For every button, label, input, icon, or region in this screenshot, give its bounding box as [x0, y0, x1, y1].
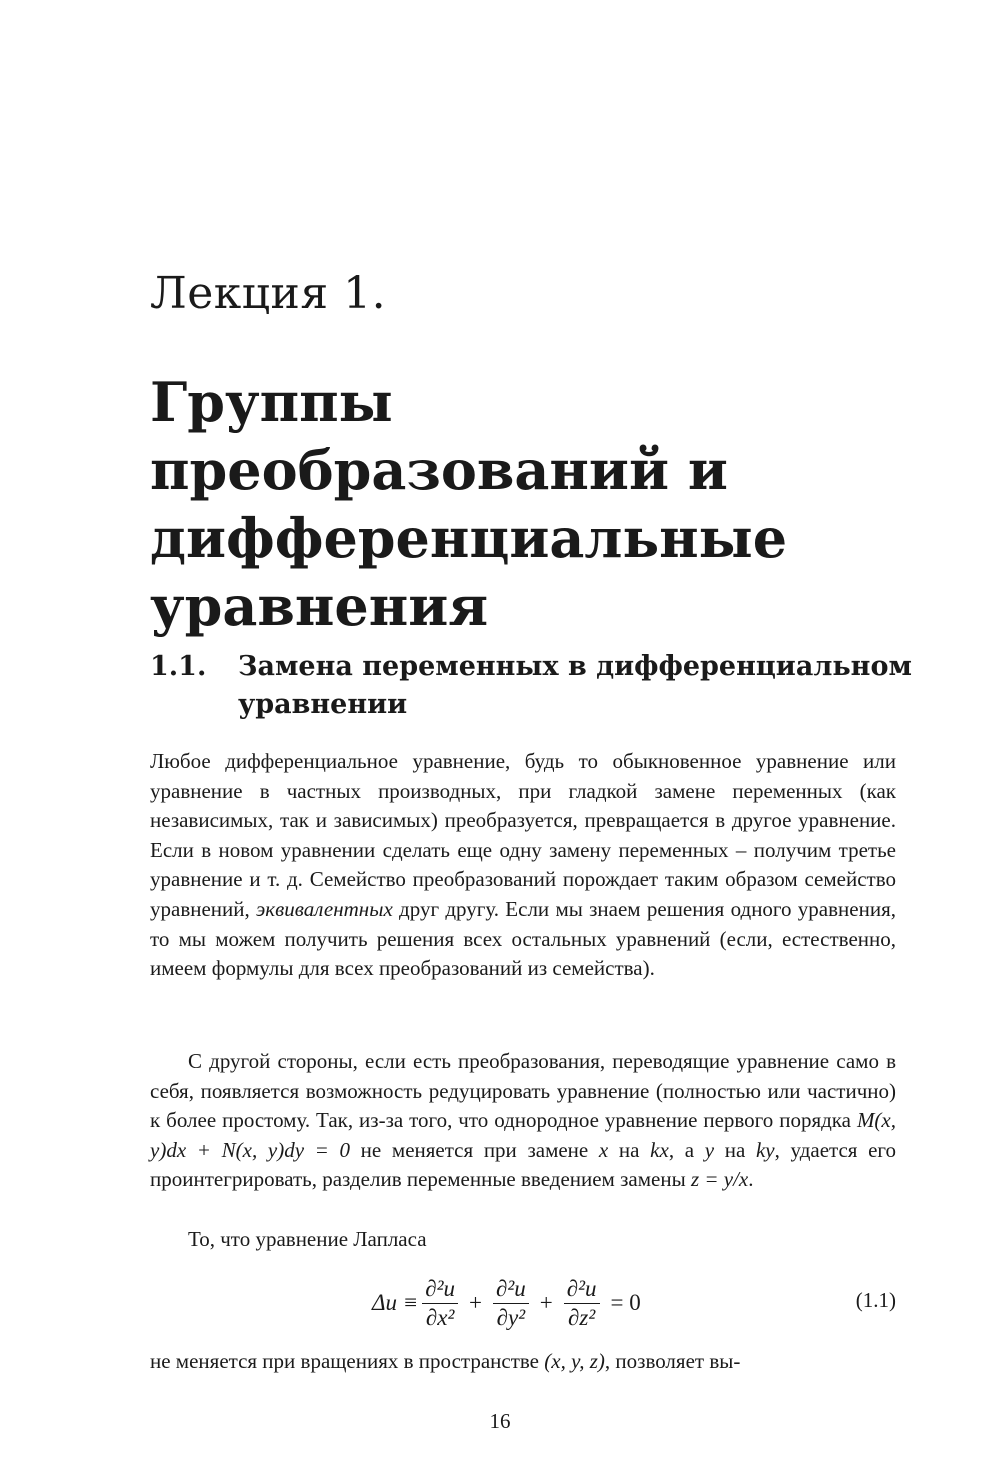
paragraph-2	[150, 1047, 896, 1195]
fraction-x	[422, 1275, 458, 1332]
paragraph-4-text-a: не меняется при вращениях в пространстве	[150, 1349, 545, 1373]
paragraph-1	[150, 747, 896, 984]
page-number: 16	[489, 1409, 511, 1433]
equation-body	[372, 1268, 648, 1338]
math-kx: kx	[650, 1137, 669, 1162]
fraction-z-numerator: ∂²u	[566, 1275, 597, 1301]
equation-number: (1.1)	[855, 1288, 896, 1312]
laplace-equation	[150, 1268, 896, 1338]
emphasis-equivalent: эквивалентных	[256, 896, 393, 921]
paragraph-2-text-f: , удается его проинтегрировать, разделив переменные введением замены	[150, 1137, 897, 1192]
paragraph-3: То, что уравнение Лапласа	[188, 1227, 427, 1251]
chapter-title: Группы преобразований и дифференциальные уравнения	[150, 370, 788, 638]
fraction-x-numerator: ∂²u	[425, 1275, 456, 1301]
section-title: Замена переменных в дифференциальном уравнении	[238, 651, 912, 720]
lecture-label: Лекция 1.	[150, 268, 387, 319]
paragraph-2-text-c: на	[608, 1137, 651, 1162]
fraction-z	[564, 1275, 600, 1332]
fraction-y-denominator: ∂y²	[496, 1304, 526, 1330]
paragraph-1-text-a: Любое дифференциальное уравнение, будь то обыкновенное уравнение или уравнение в частных производных, при гладкой замене переменных (как независимых, так и зависимых) преобразуется, превращается в другое уравнение. Если в новом уравнении сделать еще одну замену переменных – получим третье уравнение и т. д. Семейство преобразований порождает таким образом семейство уравнений,	[150, 749, 896, 921]
section-number: 1.1.	[150, 651, 207, 682]
fraction-y-numerator: ∂²u	[496, 1275, 526, 1301]
paragraph-2-text-e: на	[714, 1137, 756, 1162]
math-ky: ky	[755, 1137, 775, 1162]
paragraph-2-text-g: .	[748, 1167, 754, 1192]
paragraph-1-text-b: друг другу. Если мы знаем решения одного уравнения, то мы можем получить решения всех остальных уравнений (если, естественно, имеем формулы для всех преобразований из семейства).	[150, 896, 896, 981]
paragraph-4-text-b: , позволяет вы-	[604, 1349, 741, 1373]
math-homogeneous-eq: M(x, y)dx + N(x, y)dy = 0	[150, 1108, 896, 1162]
fraction-y	[493, 1275, 529, 1332]
plus-sign: +	[539, 1290, 553, 1315]
paragraph-4	[150, 1347, 896, 1377]
fraction-z-denominator: ∂z²	[568, 1304, 596, 1330]
paragraph-2-text-a: С другой стороны, если есть преобразования, переводящие уравнение само в себя, появляется возможность редуцировать уравнение (полностью или частично) к более простому. Так, из-за того, что однородное уравнение первого порядка	[150, 1049, 896, 1133]
math-substitution: z = y/x	[690, 1167, 749, 1192]
math-xyz: (x, y, z)	[544, 1349, 605, 1373]
plus-sign: +	[469, 1290, 483, 1315]
paragraph-2-text-d: , а	[668, 1137, 705, 1162]
math-x: x	[598, 1137, 609, 1162]
paragraph-2-text-b: не меняется при замене	[350, 1137, 599, 1162]
fraction-x-denominator: ∂x²	[425, 1304, 455, 1330]
equation-lhs: Δu ≡	[372, 1290, 419, 1315]
equation-rhs: = 0	[610, 1290, 641, 1315]
math-y: y	[704, 1137, 715, 1162]
